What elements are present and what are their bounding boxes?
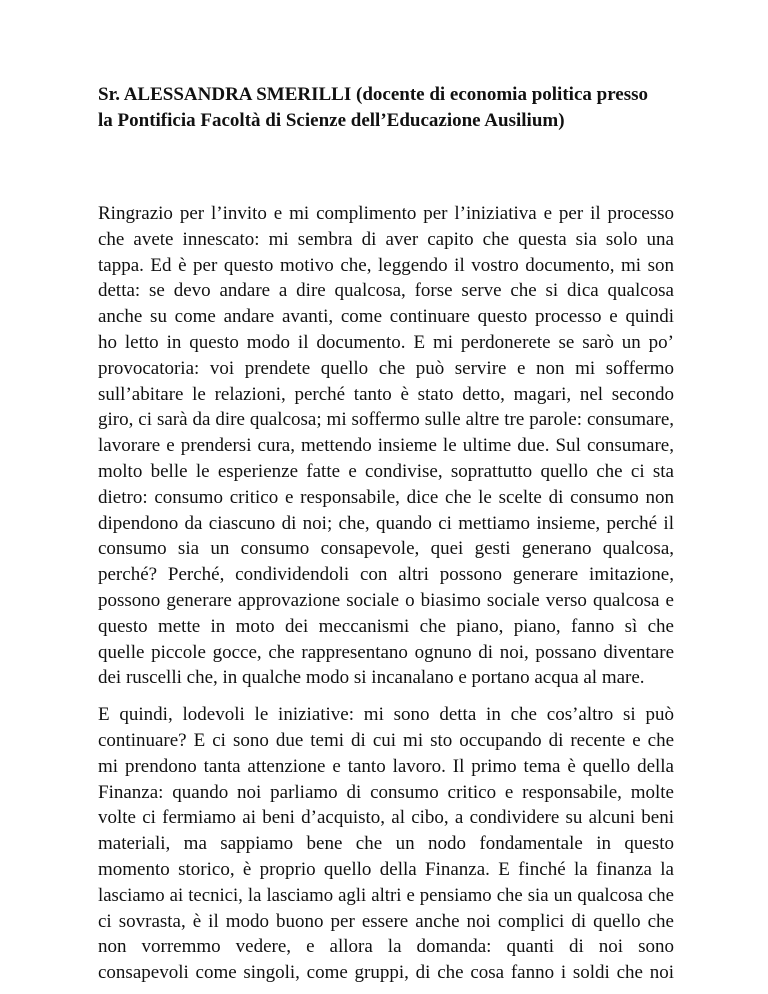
paragraph-line: questo mette in moto dei meccanismi che piano, piano, fanno sì che	[98, 615, 674, 637]
paragraph-line: Finanza: quando noi parliamo di consumo critico e responsabile, molte	[98, 781, 674, 803]
paragraph-line: provocatoria: voi prendete quello che può servire e non mi soffermo	[98, 357, 674, 379]
paragraph-line: tappa. Ed è per questo motivo che, leggendo il vostro documento, mi son	[98, 254, 674, 276]
paragraph-line: momento storico, è proprio quello della Finanza. E finché la finanza la	[98, 858, 674, 880]
paragraph-line: giro, ci sarà da dire qualcosa; mi soffermo sulle altre tre parole: consumare,	[98, 409, 674, 431]
paragraph-line: che avete innescato: mi sembra di aver capito che questa sia solo una	[98, 228, 674, 250]
paragraph-line: ci sovrasta, è il modo buono per essere anche noi complici di quello che	[98, 910, 674, 932]
paragraph-2	[98, 702, 674, 986]
paragraph-line: E quindi, lodevoli le iniziative: mi sono detta in che cos’altro si può	[98, 704, 674, 726]
paragraph-line: consapevoli come singoli, come gruppi, di che cosa fanno i soldi che noi	[98, 962, 674, 984]
paragraph-line: mi prendono tanta attenzione e tanto lavoro. Il primo tema è quello della	[98, 755, 674, 777]
paragraph-line: detta: se devo andare a dire qualcosa, forse serve che si dica qualcosa	[98, 280, 674, 302]
paragraph-line: possono generare approvazione sociale o biasimo sociale verso qualcosa e	[98, 589, 674, 611]
paragraph-line: molto belle le esperienze fatte e condivise, soprattutto quello che ci sta	[98, 460, 674, 482]
paragraph-line: dietro: consumo critico e responsabile, dice che le scelte di consumo non	[98, 486, 674, 508]
paragraph-line: quelle piccole gocce, che rappresentano ognuno di noi, possano diventare	[98, 641, 674, 663]
paragraph-line: consumo sia un consumo consapevole, quei gesti generano qualcosa,	[98, 538, 674, 560]
paragraph-line: lasciamo ai tecnici, la lasciamo agli altri e pensiamo che sia un qualcosa che	[98, 884, 674, 906]
paragraph-line: anche su come andare avanti, come continuare questo processo e quindi	[98, 306, 674, 328]
heading-line: Sr. ALESSANDRA SMERILLI (docente di economia politica presso	[98, 84, 649, 105]
paragraph-line: ho letto in questo modo il documento. E mi perdonerete se sarò un po’	[98, 331, 674, 353]
paragraph-line: Ringrazio per l’invito e mi complimento per l’iniziativa e per il processo	[98, 203, 674, 224]
document-page	[98, 82, 674, 986]
paragraph-line: non vorremmo vedere, e allora la domanda: quanti di noi sono	[98, 936, 674, 958]
paragraph-line: lavorare e prendersi cura, mettendo insieme le ultime due. Sul consumare,	[98, 435, 674, 457]
document-heading	[98, 82, 674, 134]
paragraph-line: materiali, ma sappiamo bene che un nodo fondamentale in questo	[98, 833, 674, 855]
paragraph-line: continuare? E ci sono due temi di cui mi sto occupando di recente e che	[98, 729, 674, 751]
paragraph-line: dei ruscelli che, in qualche modo si incanalano e portano acqua al mare.	[98, 667, 645, 689]
paragraph-line: sull’abitare le relazioni, perché tanto è stato detto, magari, nel secondo	[98, 383, 674, 405]
heading-line: la Pontificia Facoltà di Scienze dell’Educazione Ausilium)	[98, 110, 565, 131]
paragraph-1	[98, 201, 674, 691]
paragraph-line: volte ci fermiamo ai beni d’acquisto, al cibo, a condividere su alcuni beni	[98, 807, 674, 829]
paragraph-line: dipendono da ciascuno di noi; che, quando ci mettiamo insieme, perché il	[98, 512, 674, 534]
paragraph-line: perché? Perché, condividendoli con altri possono generare imitazione,	[98, 564, 674, 586]
